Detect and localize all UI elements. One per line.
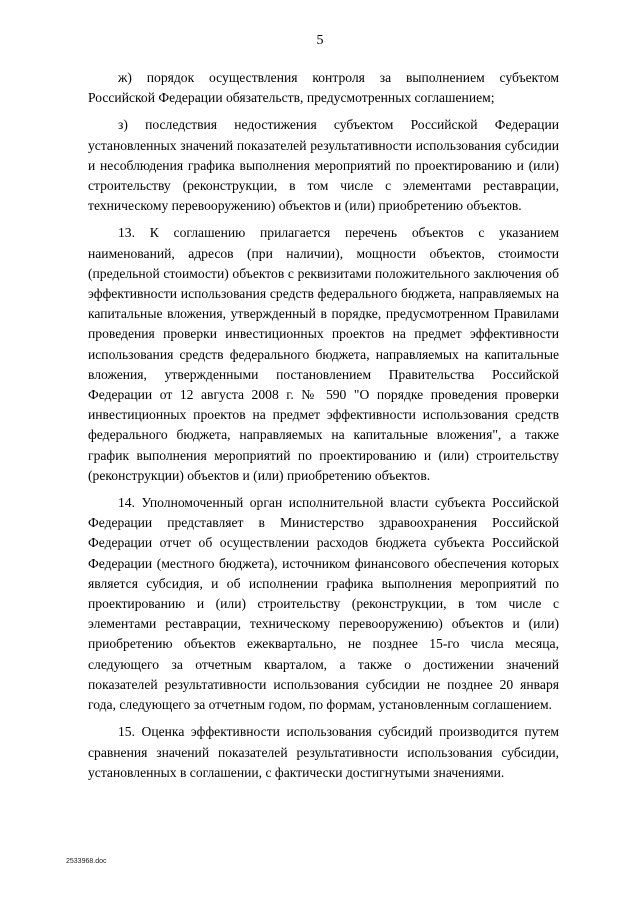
paragraph-zh: ж) порядок осуществления контроля за выполнением субъектом Российской Федерации обязательств, предусмотренных соглашением; [88, 70, 559, 106]
page-number: 5 [316, 33, 324, 48]
paragraph-15: 15. Оценка эффективности использования субсидий производится путем сравнения значений показателей результативности использования субсидии, установленных в соглашении, с фактически достигнутыми значениями. [88, 724, 559, 780]
paragraph-13: 13. К соглашению прилагается перечень объектов с указанием наименований, адресов (при наличии), мощности объектов, стоимости (предельной стоимости) объектов с реквизитами положительного заключения об эффективности использования средств федерального бюджета, направляемых на капитальные вложения, утвержденный в порядке, предусмотренном Правилами проведения проверки инвестиционных проектов на предмет эффективности использования средств федерального бюджета, направляемых на капитальные вложения, утвержденными постановлением Правительства Российской Федерации от 12 августа 2008 г. № 590 "О порядке проведения проверки инвестиционных проектов на предмет эффективности использования средств федерального бюджета, направляемых на капитальные вложения", а также график выполнения мероприятий по проектированию и (или) строительству (реконструкции) объектов и (или) приобретению объектов. [88, 225, 559, 483]
file-name-footer: 2533968.doc [66, 858, 107, 865]
paragraph-14: 14. Уполномоченный орган исполнительной власти субъекта Российской Федерации представляет в Министерство здравоохранения Российской Федерации отчет об осуществлении расходов бюджета субъекта Российской Федерации (местного бюджета), источником финансового обеспечения которых является субсидия, и об исполнении графика выполнения мероприятий по проектированию и (или) строительству (реконструкции, в том числе с элементами реставрации, техническому перевооружению) объектов и (или) приобретению объектов ежеквартально, не позднее 15-го числа месяца, следующего за отчетным кварталом, а также о достижении значений показателей результативности использования субсидии не позднее 20 января года, следующего за отчетным годом, по формам, установленным соглашением. [88, 495, 559, 713]
paragraph-z: з) последствия недостижения субъектом Российской Федерации установленных значений показателей результативности использования субсидии и несоблюдения графика выполнения мероприятий по проектированию и (или) строительству (реконструкции, в том числе с элементами реставрации, техническому перевооружению) объектов и (или) приобретению объектов. [88, 117, 559, 214]
document-body [88, 68, 559, 783]
